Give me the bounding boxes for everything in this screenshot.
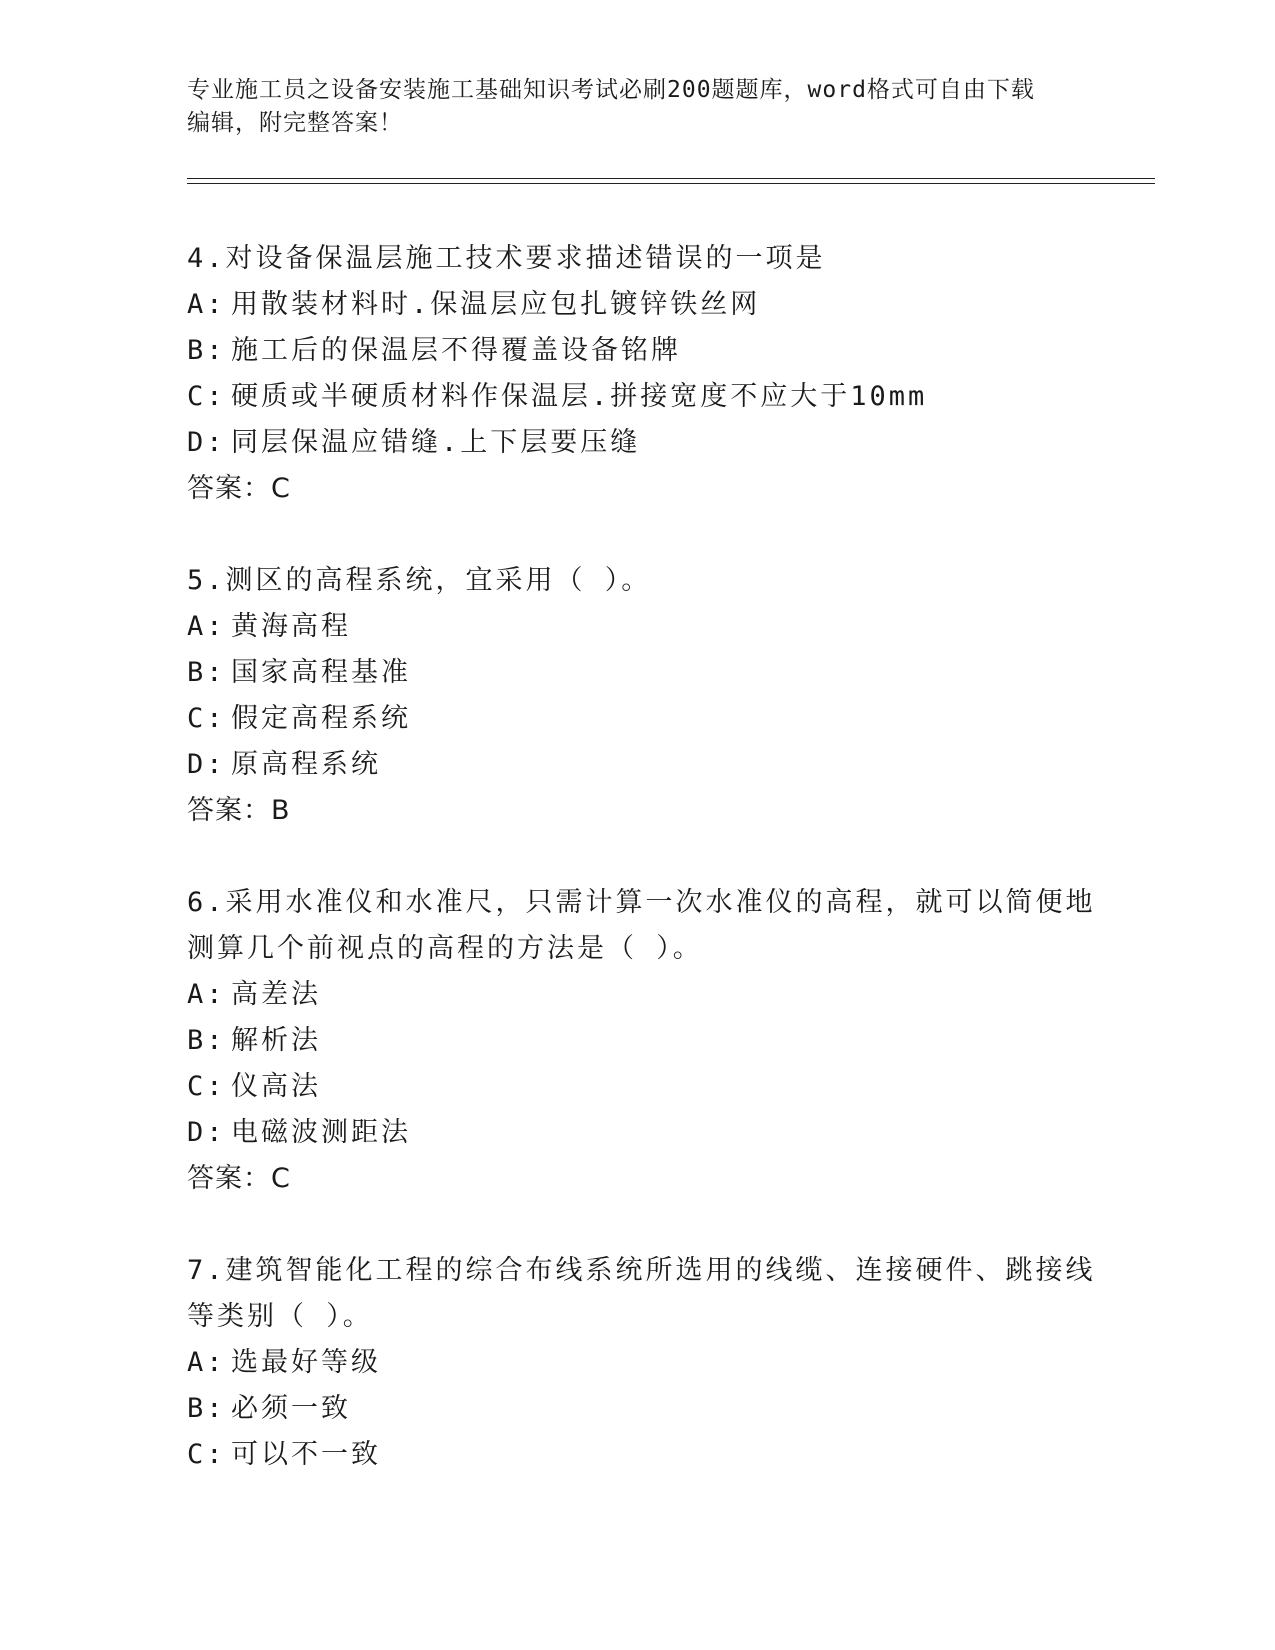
header-title-line-1: 专业施工员之设备安装施工基础知识考试必刷200题题库，word格式可自由下载 <box>187 77 1035 103</box>
answer-option <box>187 420 1087 466</box>
header-title-line-2: 编辑，附完整答案！ <box>187 110 403 136</box>
option-letter: A: <box>187 289 226 320</box>
answer-option <box>187 650 1087 696</box>
answer-option <box>187 1110 1087 1156</box>
option-text: 可以不一致 <box>231 1439 381 1470</box>
question-block <box>187 236 1087 512</box>
answer-option <box>187 1064 1087 1110</box>
option-text: 国家高程基准 <box>231 657 411 688</box>
header-divider-top <box>187 178 1155 179</box>
option-text: 硬质或半硬质材料作保温层.拼接宽度不应大于10mm <box>231 381 928 412</box>
option-letter: D: <box>187 427 226 458</box>
question-text: 测算几个前视点的高程的方法是（ ）。 <box>187 933 703 964</box>
question-block <box>187 880 1096 1202</box>
option-letter: D: <box>187 749 226 780</box>
question-text: 5.测区的高程系统，宜采用（ ）。 <box>187 565 652 596</box>
answer-key: 答案：C <box>187 1163 291 1194</box>
option-text: 假定高程系统 <box>231 703 411 734</box>
answer-option <box>187 696 1087 742</box>
answer-option <box>187 374 1087 420</box>
question-list <box>187 236 1096 1524</box>
question-text: 7.建筑智能化工程的综合布线系统所选用的线缆、连接硬件、跳接线 <box>187 1255 1096 1286</box>
header-divider-bottom <box>187 183 1155 184</box>
answer-option <box>187 972 1087 1018</box>
option-text: 黄海高程 <box>231 611 351 642</box>
answer-option <box>187 1018 1087 1064</box>
question-text: 等类别（ ）。 <box>187 1301 373 1332</box>
option-text: 电磁波测距法 <box>231 1117 411 1148</box>
option-text: 仪高法 <box>231 1071 321 1102</box>
answer-option <box>187 1432 1087 1478</box>
option-text: 用散装材料时.保温层应包扎镀锌铁丝网 <box>231 289 761 320</box>
question-text: 6.采用水准仪和水准尺，只需计算一次水准仪的高程，就可以简便地 <box>187 887 1096 918</box>
answer-key: 答案：B <box>187 795 291 826</box>
option-letter: B: <box>187 335 226 366</box>
answer-key: 答案：C <box>187 473 291 504</box>
answer-option <box>187 604 1087 650</box>
question-text: 4.对设备保温层施工技术要求描述错误的一项是 <box>187 243 826 274</box>
option-letter: A: <box>187 611 226 642</box>
question-block <box>187 558 1087 834</box>
question-block <box>187 1248 1096 1478</box>
answer-option <box>187 1386 1087 1432</box>
option-letter: C: <box>187 1071 226 1102</box>
option-text: 解析法 <box>231 1025 321 1056</box>
option-text: 同层保温应错缝.上下层要压缝 <box>231 427 641 458</box>
option-letter: A: <box>187 979 226 1010</box>
option-letter: C: <box>187 703 226 734</box>
answer-option <box>187 282 1087 328</box>
option-text: 必须一致 <box>231 1393 351 1424</box>
option-letter: C: <box>187 1439 226 1470</box>
option-letter: B: <box>187 1393 226 1424</box>
option-letter: D: <box>187 1117 226 1148</box>
option-text: 施工后的保温层不得覆盖设备铭牌 <box>231 335 681 366</box>
option-letter: B: <box>187 657 226 688</box>
document-header <box>187 74 1087 140</box>
option-text: 高差法 <box>231 979 321 1010</box>
option-letter: A: <box>187 1347 226 1378</box>
answer-option <box>187 328 1087 374</box>
option-letter: B: <box>187 1025 226 1056</box>
answer-option <box>187 1340 1087 1386</box>
option-letter: C: <box>187 381 226 412</box>
option-text: 原高程系统 <box>231 749 381 780</box>
option-text: 选最好等级 <box>231 1347 381 1378</box>
answer-option <box>187 742 1087 788</box>
